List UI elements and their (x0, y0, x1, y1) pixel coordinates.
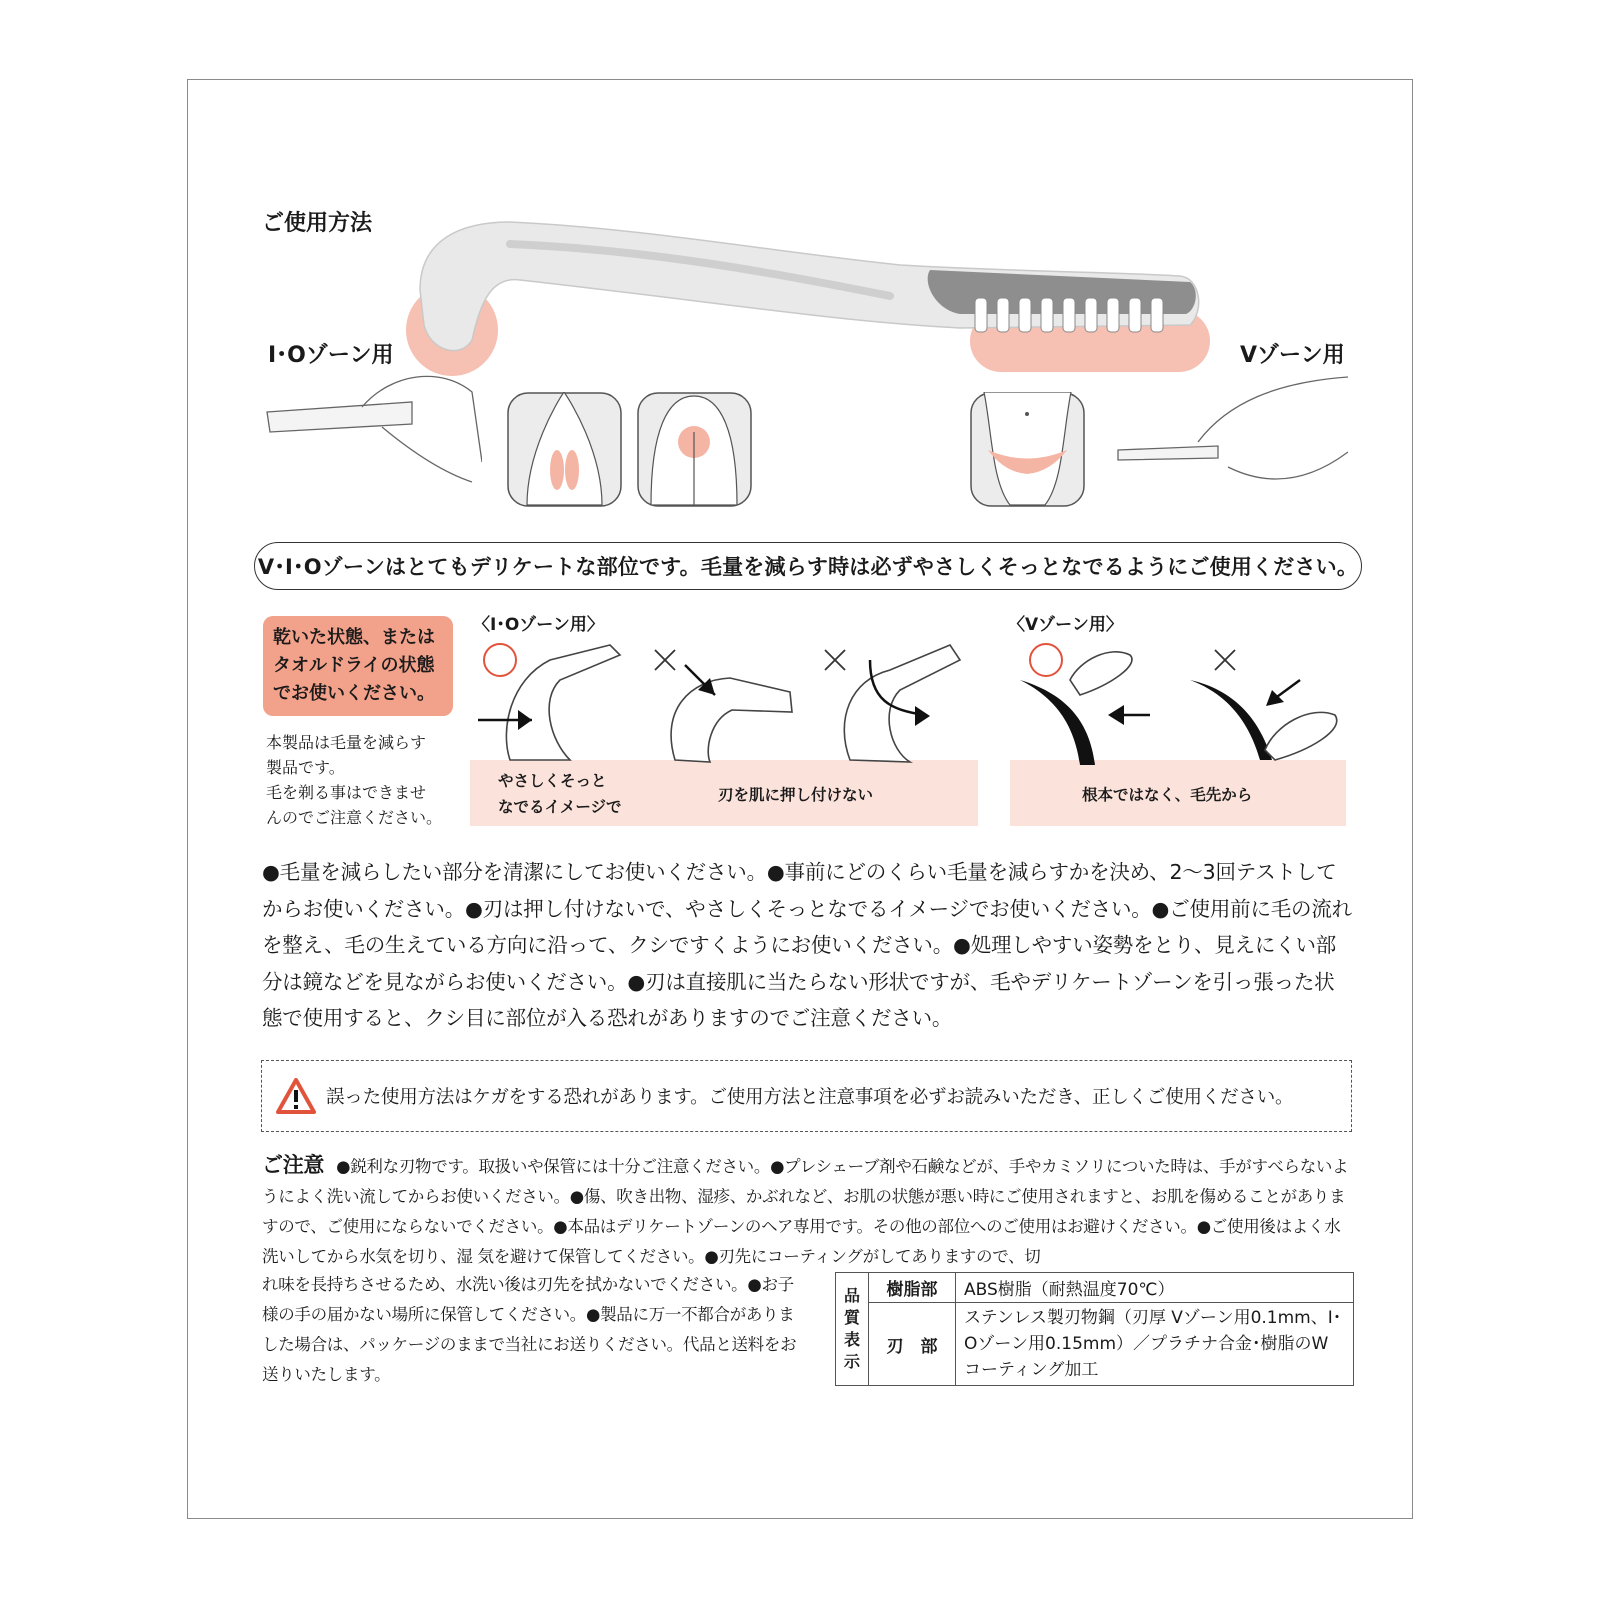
io-zone-label: I･Oゾーン用 (268, 343, 394, 368)
i-zone-icon (507, 392, 622, 507)
spec-row-label: 刃 部 (869, 1303, 956, 1386)
dry-note-line: 乾いた状態、または (273, 627, 435, 648)
wrong-icon (1215, 650, 1235, 670)
spec-row-value: ABS樹脂（耐熱温度70℃） (956, 1273, 1354, 1303)
io-good-caption (498, 768, 622, 820)
product-note-line: 本製品は毛量を減らす (266, 733, 427, 752)
caution-text: ●鋭利な刃物です。取扱いや保管には十分ご注意ください。●プレシェーブ剤や石鹸などが、手やカミソリについた時は、手がすべらないようによく洗い流してからお使いください。●傷、吹き出物、湿疹、かぶれなど、お肌の状態が悪い時にご使用されますと、お肌を傷めることがありますので、ご使用にならないでください。●本品はデリケートゾーンのヘア専用です。その他の部位へのご使用はお避けください。●ご使用後はよく水洗いしてから水気を切り、湿 気を避けて保管してください。●刃先にコーティングがしてありますので、切 (262, 1157, 1349, 1266)
quality-spec-table (835, 1272, 1354, 1386)
caution-caption: ご注意 (262, 1153, 325, 1177)
product-note (266, 730, 466, 830)
warning-box (261, 1060, 1352, 1132)
io-bad-caption: 刃を肌に押し付けない (718, 786, 874, 804)
spec-row-value: ステンレス製刃物鋼（刃厚 Vゾーン用0.1mm、I･Oゾーン用0.15mm）／プラチナ合金･樹脂のWコーティング加工 (956, 1303, 1354, 1386)
quality-label-char: 示 (844, 1352, 861, 1371)
wrong-icon (655, 650, 675, 670)
wrong-icon (825, 650, 845, 670)
dry-note-line: タオルドライの状態 (273, 655, 435, 676)
caution-text-continued: れ味を長持ちさせるため、水洗い後は刃先を拭かないでください。●お子様の手の届かない場所に保管してください。●製品に万一不都合がありました場合は、パッケージのままで当社にお送りください。代品と送料をお送りいたします。 (262, 1275, 797, 1384)
v-caption: 根本ではなく、毛先から (1082, 786, 1253, 804)
page-title: ご使用方法 (262, 211, 373, 236)
quality-label-char: 質 (844, 1308, 861, 1327)
v-hand-illustration (1108, 372, 1348, 502)
quality-label-char: 表 (844, 1330, 861, 1349)
quality-label-char: 品 (844, 1286, 861, 1305)
product-note-line: んのでご注意ください。 (266, 808, 443, 827)
product-note-line: 毛を剃る事はできませ (266, 783, 427, 802)
io-hand-illustration (262, 372, 482, 502)
instructions-paragraph: ●毛量を減らしたい部分を清潔にしてお使いください。●事前にどのくらい毛量を減らすかを決め、2～3回テストしてからお使いください。●刃は押し付けないで、やさしくそっとなでるイメージでお使いください。●ご使用前に毛の流れを整え、毛の生えている方向に沿って、クシですくようにお使いください。●処理しやすい姿勢をとり、見えにくい部分は鏡などを見ながらお使いください。●刃は直接肌に当たらない形状ですが、毛やデリケートゾーンを引っ張った状態で使用すると、クシ目に部位が入る恐れがありますのでご注意ください。 (262, 860, 1352, 1030)
correct-icon (1030, 644, 1062, 676)
caution-section (262, 1150, 1354, 1272)
warning-text: 誤った使用方法はケガをする恐れがあります。ご使用方法と注意事項を必ずお読みいただき、正しくご使用ください。 (326, 1087, 1294, 1108)
dry-usage-note (263, 616, 453, 716)
io-usage-diagrams (470, 640, 980, 770)
v-usage-heading: 〈Vゾーン用〉 (1008, 615, 1123, 635)
delicate-notice-pill: V･I･Oゾーンはとてもデリケートな部位です。毛量を減らす時は必ずやさしくそっとなでるようにご使用ください。 (254, 542, 1362, 590)
io-good-caption-line: やさしくそっと (498, 772, 607, 790)
warning-icon (276, 1078, 316, 1114)
v-zone-icon (970, 392, 1085, 507)
dry-note-line: でお使いください。 (273, 683, 435, 704)
spec-row-label: 樹脂部 (869, 1273, 956, 1303)
correct-icon (484, 644, 516, 676)
table-row (836, 1273, 1354, 1303)
o-zone-icon (637, 392, 752, 507)
razor-illustration (400, 210, 1230, 380)
v-usage-diagrams (1010, 640, 1350, 770)
product-note-line: 製品です。 (266, 758, 345, 777)
io-usage-heading: 〈I･Oゾーン用〉 (473, 615, 604, 635)
v-zone-label: Vゾーン用 (1240, 343, 1345, 368)
quality-label (836, 1273, 869, 1386)
table-row (836, 1303, 1354, 1386)
io-good-caption-line: なでるイメージで (498, 798, 622, 816)
